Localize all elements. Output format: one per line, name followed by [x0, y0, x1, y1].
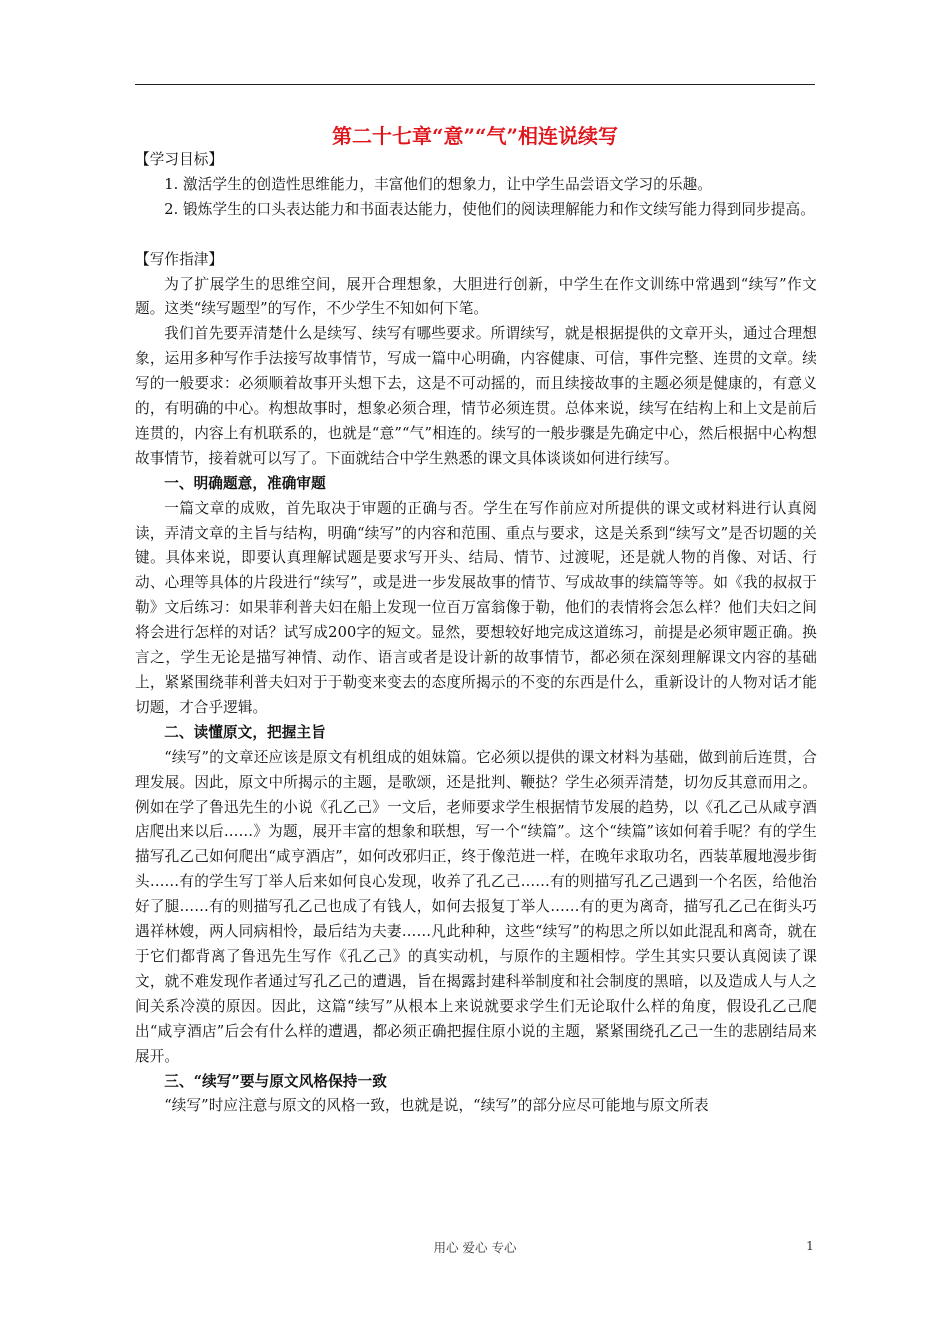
- paragraph: 为了扩展学生的思维空间，展开合理想象，大胆进行创新，中学生在作文训练中常遇到“续写”作文题。这类“续写题型”的写作，不少学生不知如何下笔。: [135, 275, 817, 318]
- paragraph: “续写”时应注意与原文的风格一致，也就是说，“续写”的部分应尽可能地与原文所表: [164, 1097, 709, 1115]
- section-heading: 一、明确题意，准确审题: [164, 474, 326, 492]
- spacer: [135, 223, 817, 248]
- footer-motto: 用心 爱心 专心: [433, 1240, 517, 1255]
- section-heading: 三、“续写”要与原文风格保持一致: [164, 1072, 387, 1090]
- goal-item: 2. 锻炼学生的口头表达能力和书面表达能力，使他们的阅读理解能力和作文续写能力得到同步提高。: [164, 200, 815, 218]
- page-title: 第二十七章“意”“气”相连说续写: [331, 124, 618, 148]
- section-label-guide: 【写作指津】: [135, 250, 224, 268]
- section-heading: 二、读懂原文，把握主旨: [164, 723, 326, 741]
- paragraph: 我们首先要弄清楚什么是续写、续写有哪些要求。所谓续写，就是根据提供的文章开头，通过合理想象，运用多种写作手法接写故事情节，写成一篇中心明确，内容健康、可信，事件完整、连贯的文章。续写的一般要求：必须顺着故事开头想下去，这是不可动摇的，而且续接故事的主题必须是健康的，有意义的，有明确的中心。构想故事时，想象必须合理，情节必须连贯。总体来说，续写在结构上和上文是前后连贯的，内容上有机联系的，也就是“意”“气”相连的。续写的一般步骤是先确定中心，然后根据中心构想故事情节，接着就可以写了。下面就结合中学生熟悉的课文具体谈谈如何进行续写。: [135, 325, 817, 467]
- goal-item: 1. 激活学生的创造性思维能力，丰富他们的想象力，让中学生品尝语文学习的乐趣。: [164, 175, 713, 193]
- paragraph: “续写”的文章还应该是原文有机组成的姐妹篇。它必须以提供的课文材料为基础，做到前后连贯，合理发展。因此，原文中所揭示的主题，是歌颂，还是批判、鞭挞？学生必须弄清楚，切勿反其意而用之。例如在学了鲁迅先生的小说《孔乙己》一文后，老师要求学生根据情节发展的趋势，以《孔乙己从咸亨酒店爬出来以后……》为题，展开丰富的想象和联想，写一个“续篇”。这个“续篇”该如何着手呢？有的学生描写孔乙己如何爬出“咸亨酒店”，如何改邪归正，终于像范进一样，在晚年求取功名，西装革履地漫步街头……有的学生写丁举人后来如何良心发现，收养了孔乙己……有的则描写孔乙己遇到一个名医，给他治好了腿……有的则描写孔乙己也成了有钱人，如何去报复丁举人……有的更为离奇，描写孔乙己在街头巧遇祥林嫂，两人同病相怜，最后结为夫妻……凡此种种，这些“续写”的构思之所以如此混乱和离奇，就在于它们都背离了鲁迅先生写作《孔乙己》的真实动机，与原作的主题相悖。学生其实只要认真阅读了课文，就不难发现作者通过写孔乙己的遭遇，旨在揭露封建科举制度和社会制度的黑暗，以及造成人与人之间关系冷漠的原因。因此，这篇“续写”从根本上来说就要求学生们无论取什么样的角度，假设孔乙己爬出“咸亨酒店”后会有什么样的遭遇，都必须正确把握住原小说的主题，紧紧围绕孔乙己一生的悲剧结局来展开。: [135, 748, 818, 1065]
- paragraph: 一篇文章的成败，首先取决于审题的正确与否。学生在写作前应对所提供的课文或材料进行认真阅读，弄清文章的主旨与结构，明确“续写”的内容和范围、重点与要求，这是关系到“续写文”是否切题的关键。具体来说，即要认真理解试题是要求写开头、结局、情节、过渡呢，还是就人物的肖像、对话、行动、心理等具体的片段进行“续写”，或是进一步发展故事的情节、写成故事的续篇等等。如《我的叔叔于勒》文后练习：如果菲利普夫妇在船上发现一位百万富翁像于勒，他们的表情将会怎么样？他们夫妇之间将会进行怎样的对话？试写成200字的短文。显然，要想较好地完成这道练习，前提是必须审题正确。换言之，学生无论是描写神情、动作、语言或者是设计新的故事情节，都必须在深刻理解课文内容的基础上，紧紧围绕菲利普夫妇对于于勒变来变去的态度所揭示的不变的东西是什么，重新设计的人物对话才能切题，才合乎逻辑。: [135, 499, 817, 716]
- document-body: [135, 148, 817, 1119]
- section-label-goals: 【学习目标】: [135, 151, 224, 168]
- page-number: 1: [806, 1238, 814, 1253]
- header-rule: [135, 84, 815, 85]
